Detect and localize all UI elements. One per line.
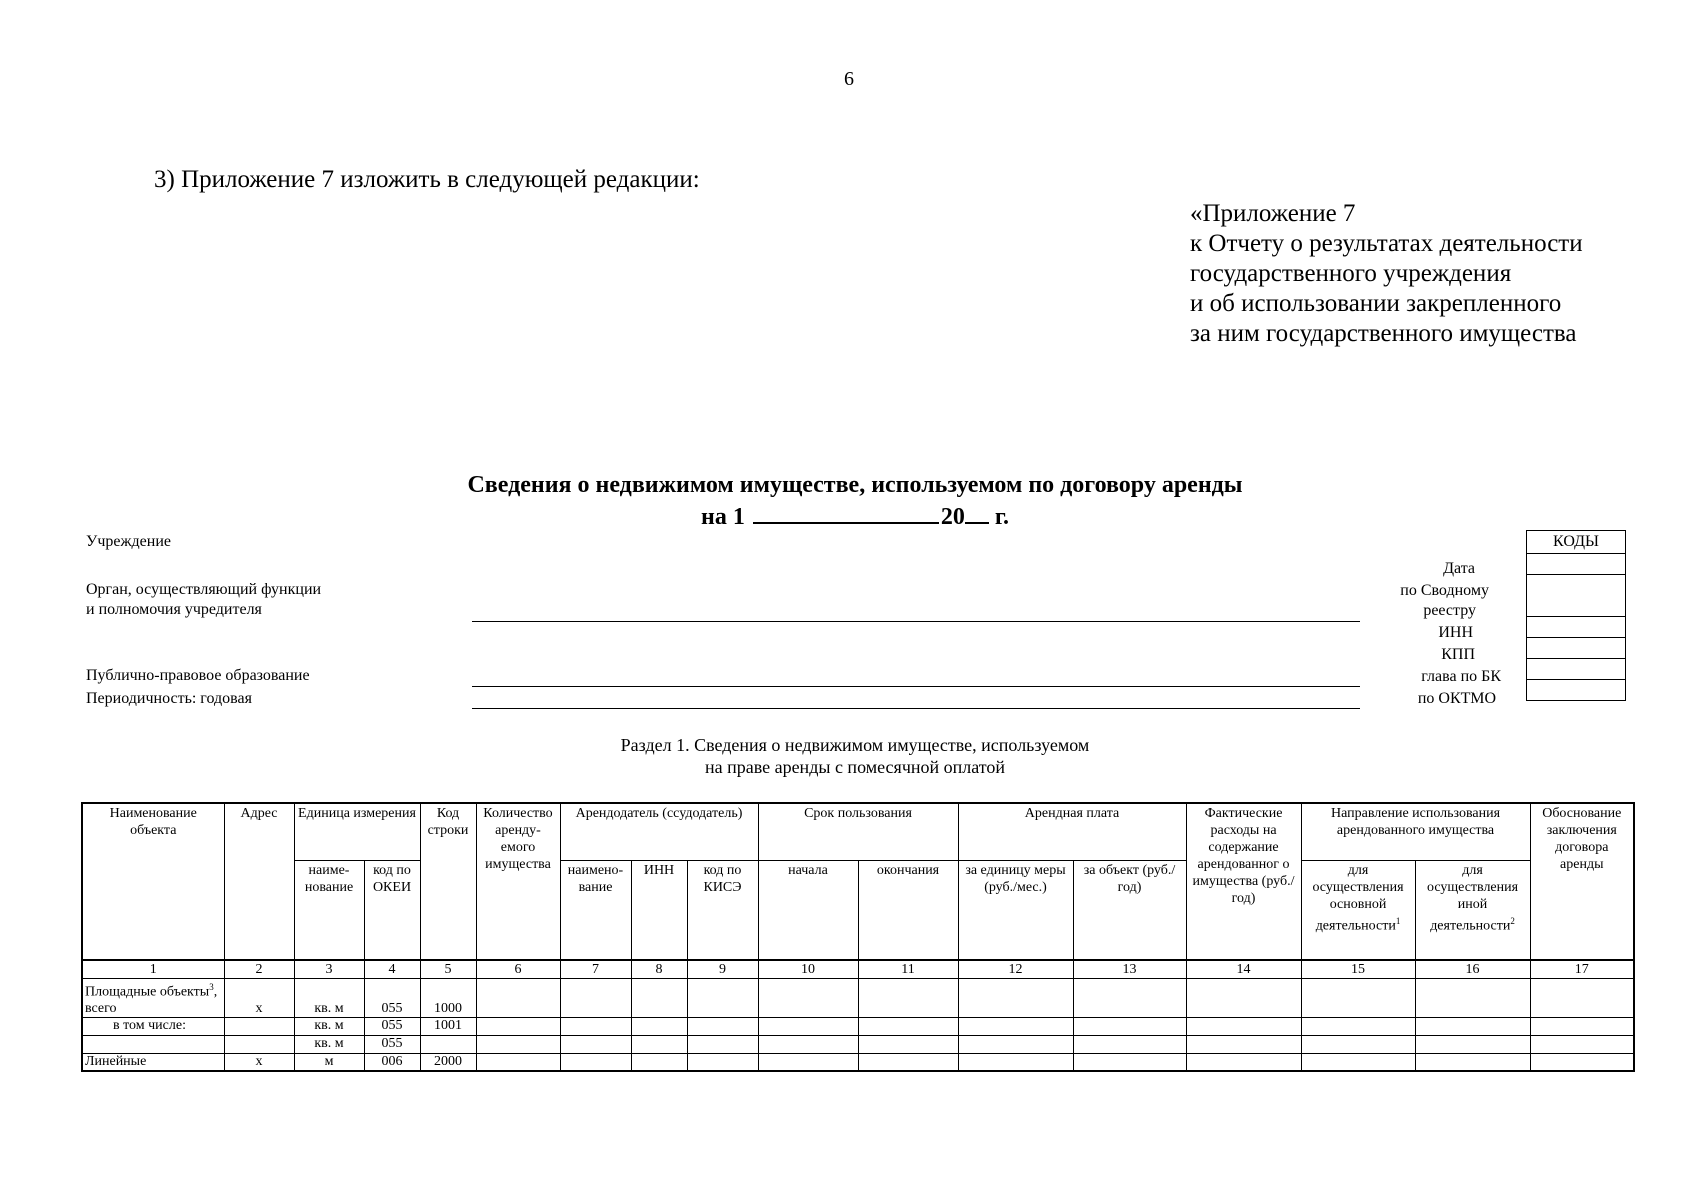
section-title-line2: на праве аренды с помесячной оплатой xyxy=(704,757,1006,777)
header-row-code: Код строки xyxy=(420,803,476,960)
appendix-line: за ним государственного имущества xyxy=(1190,320,1577,347)
row-address: x xyxy=(224,1053,294,1071)
founder-fill-line[interactable] xyxy=(472,621,1360,622)
row-okei: 055 xyxy=(364,1035,420,1053)
year-blank xyxy=(965,500,989,524)
column-number: 3 xyxy=(294,960,364,979)
row-unit: м xyxy=(294,1053,364,1071)
appendix-line: государственного учреждения xyxy=(1190,260,1512,287)
header-address: Адрес xyxy=(224,803,294,960)
row-unit: кв. м xyxy=(294,1035,364,1053)
row-unit: кв. м xyxy=(294,1017,364,1035)
column-number: 12 xyxy=(958,960,1073,979)
row-cell[interactable] xyxy=(631,1053,687,1071)
row-okei: 006 xyxy=(364,1053,420,1071)
column-number: 9 xyxy=(687,960,758,979)
column-number: 6 xyxy=(476,960,560,979)
row-cell[interactable] xyxy=(560,1053,631,1071)
header-term: Срок пользования xyxy=(758,803,958,861)
page-number: 6 xyxy=(844,68,854,90)
header-lessor-kise: код по КИСЭ xyxy=(687,861,758,961)
appendix-line: и об использовании закрепленного xyxy=(1190,290,1562,317)
header-rent-unit: за единицу меры (руб./мес.) xyxy=(958,861,1073,961)
column-number: 8 xyxy=(631,960,687,979)
header-usage-main: для осуществления основной деятельности$^1$ xyxy=(1301,861,1415,961)
row-cell[interactable] xyxy=(1530,1035,1634,1053)
public-entity-label: Публично-правовое образование xyxy=(86,667,310,684)
row-cell[interactable] xyxy=(858,1035,958,1053)
header-usage-other: для осуществления иной деятельности$^2$ xyxy=(1415,861,1530,961)
row-object-name: Линейные xyxy=(82,1053,224,1071)
row-cell[interactable] xyxy=(687,1053,758,1071)
row-cell[interactable] xyxy=(1301,979,1415,1018)
row-cell[interactable] xyxy=(631,1035,687,1053)
periodicity-label: Периодичность: годовая xyxy=(86,690,252,707)
date-blank xyxy=(753,500,939,524)
row-cell[interactable] xyxy=(1301,1053,1415,1071)
code-cell-date[interactable] xyxy=(1527,554,1626,575)
row-code: 2000 xyxy=(420,1053,476,1071)
row-cell[interactable] xyxy=(1073,979,1186,1018)
row-cell[interactable] xyxy=(1415,1017,1530,1035)
row-cell[interactable] xyxy=(1186,1035,1301,1053)
row-object-name: в том числе: xyxy=(82,1017,224,1035)
column-number: 4 xyxy=(364,960,420,979)
row-okei: 055 xyxy=(364,1017,420,1035)
code-cell-inn[interactable] xyxy=(1527,617,1626,638)
row-cell[interactable] xyxy=(1186,1017,1301,1035)
row-cell[interactable] xyxy=(687,979,758,1018)
header-actual-costs: Фактические расходы на содержание арендованног о имущества (руб./год) xyxy=(1186,803,1301,960)
row-unit: кв. м xyxy=(294,979,364,1018)
header-term-end: окончания xyxy=(858,861,958,961)
appendix-line: к Отчету о результатах деятельности xyxy=(1190,230,1583,257)
column-number: 15 xyxy=(1301,960,1415,979)
codes-label-registry-line1: по Сводному xyxy=(1400,582,1489,599)
header-quantity: Количество аренду-емого имущества xyxy=(476,803,560,960)
row-cell[interactable] xyxy=(631,979,687,1018)
row-cell[interactable] xyxy=(476,1017,560,1035)
row-cell[interactable] xyxy=(476,1053,560,1071)
codes-box xyxy=(1526,530,1626,701)
codes-label-inn: ИНН xyxy=(1438,624,1473,641)
intro-text: 3) Приложение 7 изложить в следующей редакции: xyxy=(154,166,700,193)
row-address xyxy=(224,1035,294,1053)
row-cell[interactable] xyxy=(1073,1017,1186,1035)
row-cell[interactable] xyxy=(476,979,560,1018)
row-cell[interactable] xyxy=(631,1017,687,1035)
row-cell[interactable] xyxy=(1301,1017,1415,1035)
row-cell[interactable] xyxy=(476,1035,560,1053)
section-title xyxy=(0,734,1698,778)
title-date-suffix: г. xyxy=(994,504,1010,530)
title-line: Сведения о недвижимом имуществе, используемом по договору аренды xyxy=(467,472,1243,498)
row-object-name: Площадные объекты$^3$, всего xyxy=(82,979,224,1018)
codes-label-registry-line2: реестру xyxy=(1423,602,1476,619)
column-number: 1 xyxy=(82,960,224,979)
row-cell[interactable] xyxy=(858,1017,958,1035)
public-entity-fill-line[interactable] xyxy=(472,686,1360,687)
row-code: 1000 xyxy=(420,979,476,1018)
title-date-line xyxy=(701,500,1009,532)
row-cell[interactable] xyxy=(858,1053,958,1071)
column-number: 5 xyxy=(420,960,476,979)
codes-label-date: Дата xyxy=(1443,560,1475,577)
row-code: 1001 xyxy=(420,1017,476,1035)
row-cell[interactable] xyxy=(1530,1017,1634,1035)
code-cell-oktmo[interactable] xyxy=(1527,680,1626,701)
row-cell[interactable] xyxy=(758,1053,858,1071)
founder-label-line2: и полномочия учредителя xyxy=(86,601,262,618)
founder-label-line1: Орган, осуществляющий функции xyxy=(86,581,322,598)
appendix-line: «Приложение 7 xyxy=(1190,200,1356,227)
row-cell[interactable] xyxy=(560,979,631,1018)
row-cell[interactable] xyxy=(958,1053,1073,1071)
row-cell[interactable] xyxy=(958,1017,1073,1035)
codes-label-bk: глава по БК xyxy=(1421,668,1501,685)
table-row xyxy=(82,1017,1634,1035)
appendix-reference xyxy=(1190,199,1583,349)
header-object-name: Наименование объекта xyxy=(82,803,224,960)
column-number: 11 xyxy=(858,960,958,979)
row-cell[interactable] xyxy=(1530,979,1634,1018)
column-number: 13 xyxy=(1073,960,1186,979)
institution-label: Учреждение xyxy=(86,533,171,550)
row-cell[interactable] xyxy=(1073,1035,1186,1053)
row-code xyxy=(420,1035,476,1053)
periodicity-fill-line[interactable] xyxy=(472,708,1360,709)
title-date-year: 20 xyxy=(940,504,965,530)
row-cell[interactable] xyxy=(858,979,958,1018)
code-cell-registry[interactable] xyxy=(1527,575,1626,617)
row-cell[interactable] xyxy=(560,1035,631,1053)
header-usage: Направление использования арендованного имущества xyxy=(1301,803,1530,861)
header-unit: Единица измерения xyxy=(294,803,420,861)
row-cell[interactable] xyxy=(1301,1035,1415,1053)
row-cell[interactable] xyxy=(1530,1053,1634,1071)
row-cell[interactable] xyxy=(758,1035,858,1053)
row-cell[interactable] xyxy=(1073,1053,1186,1071)
row-cell[interactable] xyxy=(1415,1035,1530,1053)
column-number: 17 xyxy=(1530,960,1634,979)
table-row xyxy=(82,1053,1634,1071)
row-okei: 055 xyxy=(364,979,420,1018)
header-basis: Обоснование заключения договора аренды xyxy=(1530,803,1634,960)
row-cell[interactable] xyxy=(958,1035,1073,1053)
row-object-name xyxy=(82,1035,224,1053)
column-number: 7 xyxy=(560,960,631,979)
codes-label-oktmo: по ОКТМО xyxy=(1417,690,1496,707)
property-table xyxy=(81,802,1635,1072)
row-cell[interactable] xyxy=(958,979,1073,1018)
code-cell-bk[interactable] xyxy=(1527,659,1626,680)
row-address: x xyxy=(224,979,294,1018)
row-cell[interactable] xyxy=(1415,979,1530,1018)
row-cell[interactable] xyxy=(560,1017,631,1035)
table-row xyxy=(82,1035,1634,1053)
table-row xyxy=(82,979,1634,1018)
row-cell[interactable] xyxy=(1415,1053,1530,1071)
codes-label-kpp: КПП xyxy=(1441,646,1475,663)
row-cell[interactable] xyxy=(1186,1053,1301,1071)
row-cell[interactable] xyxy=(687,1017,758,1035)
header-unit-name: наиме-нование xyxy=(294,861,364,961)
section-title-line1: Раздел 1. Сведения о недвижимом имуществе, используемом xyxy=(620,735,1090,755)
column-number: 14 xyxy=(1186,960,1301,979)
row-cell[interactable] xyxy=(687,1035,758,1053)
row-address xyxy=(224,1017,294,1035)
header-lessor-inn: ИНН xyxy=(631,861,687,961)
header-term-start: начала xyxy=(758,861,858,961)
column-number: 10 xyxy=(758,960,858,979)
header-rent: Арендная плата xyxy=(958,803,1186,861)
code-cell-kpp[interactable] xyxy=(1527,638,1626,659)
row-cell[interactable] xyxy=(1186,979,1301,1018)
row-cell[interactable] xyxy=(758,979,858,1018)
column-number: 2 xyxy=(224,960,294,979)
header-unit-okei: код по ОКЕИ xyxy=(364,861,420,961)
column-number: 16 xyxy=(1415,960,1530,979)
title-date-prefix: на 1 xyxy=(700,504,745,530)
header-lessor-name: наимено-вание xyxy=(560,861,631,961)
header-rent-object: за объект (руб./год) xyxy=(1073,861,1186,961)
header-lessor: Арендодатель (ссудодатель) xyxy=(560,803,758,861)
row-cell[interactable] xyxy=(758,1017,858,1035)
document-title xyxy=(0,470,1698,532)
codes-header: КОДЫ xyxy=(1527,531,1626,554)
